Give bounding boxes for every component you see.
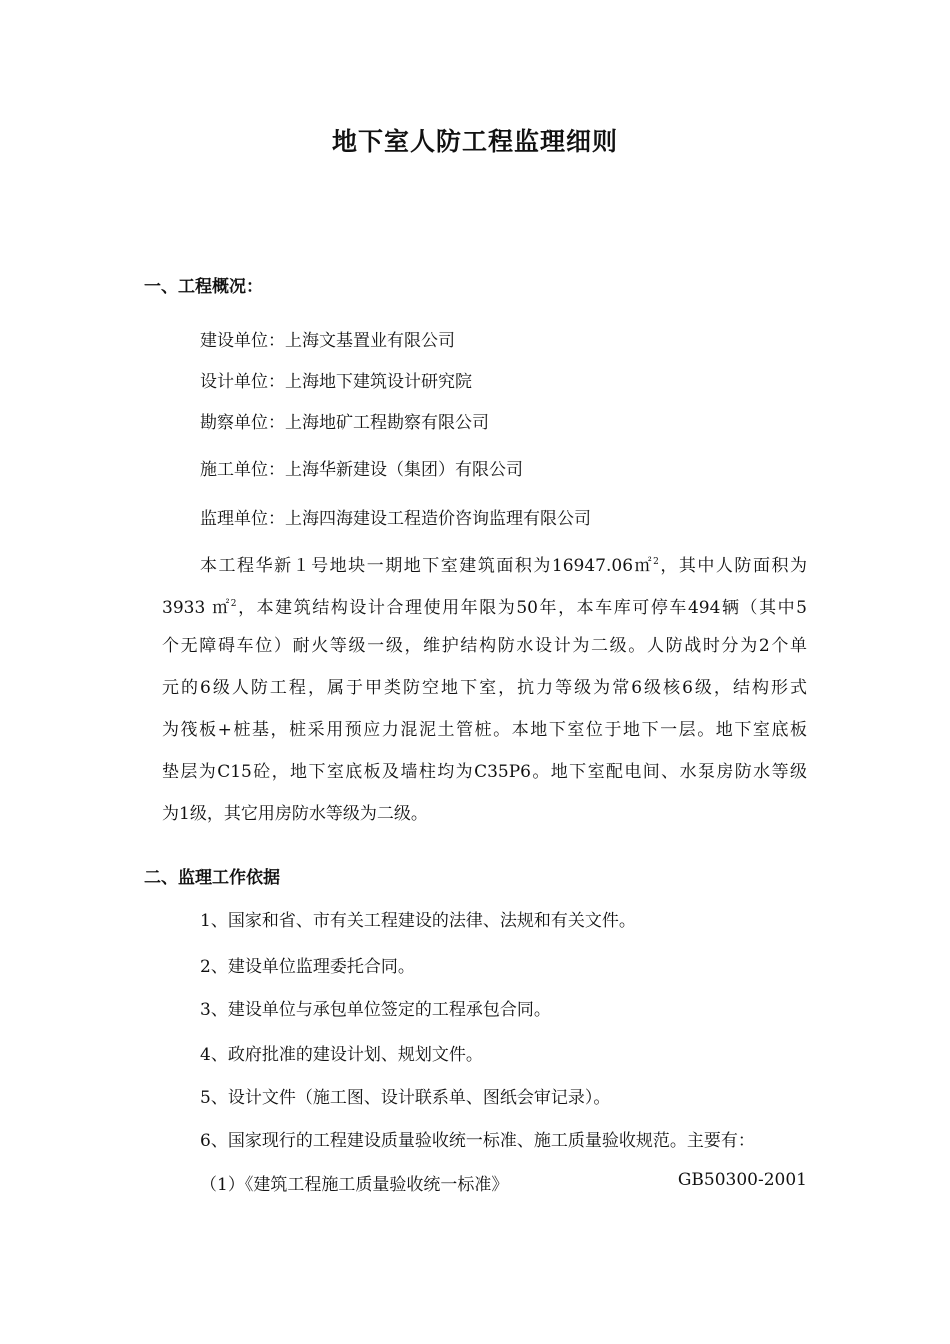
design-unit: 设计单位：上海地下建筑设计研究院 — [200, 372, 472, 392]
basis-item: 4、政府批准的建设计划、规划文件。 — [200, 1045, 483, 1065]
paragraph-line: 为筏板+桩基，桩采用预应力混泥土管桩。本地下室位于地下一层。地下室底板 — [162, 720, 807, 740]
basis-item: 6、国家现行的工程建设质量验收统一标准、施工质量验收规范。主要有： — [200, 1131, 755, 1151]
project-overview-paragraph — [162, 541, 807, 835]
supervision-unit: 监理单位：上海四海建设工程造价咨询监理有限公司 — [200, 509, 591, 529]
page-title: 地下室人防工程监理细则 — [331, 127, 618, 156]
contractor-unit: 施工单位：上海华新建设（集团）有限公司 — [200, 460, 523, 480]
basis-item: 3、建设单位与承包单位签定的工程承包合同。 — [200, 1000, 551, 1020]
standard-name: （1）《建筑工程施工质量验收统一标准》 — [200, 1175, 509, 1195]
section-heading-overview: 一、工程概况： — [144, 277, 263, 297]
standard-code: GB50300-2001 — [677, 1170, 807, 1190]
paragraph-line: 垫层为C15砼，地下室底板及墙柱均为C35P6。地下室配电间、水泵房防水等级 — [162, 762, 807, 782]
survey-unit: 勘察单位：上海地矿工程勘察有限公司 — [200, 413, 489, 433]
basis-item: 1、国家和省、市有关工程建设的法律、法规和有关文件。 — [200, 911, 636, 931]
basis-item: 2、建设单位监理委托合同。 — [200, 957, 415, 977]
paragraph-line: 3933 ㎡$^2$，本建筑结构设计合理使用年限为50年，本车库可停车494辆（其中5 — [162, 598, 807, 618]
section-heading-basis: 二、监理工作依据 — [144, 868, 280, 888]
paragraph-line: 个无障碍车位）耐火等级一级，维护结构防水设计为二级。人防战时分为2个单 — [162, 636, 807, 656]
paragraph-line: 本工程华新１号地块一期地下室建筑面积为16947.06㎡$^2$，其中人防面积为 — [200, 556, 807, 576]
construction-unit: 建设单位：上海文基置业有限公司 — [200, 331, 455, 351]
basis-item: 5、设计文件（施工图、设计联系单、图纸会审记录）。 — [200, 1088, 611, 1108]
paragraph-line: 为1级，其它用房防水等级为二级。 — [162, 804, 428, 824]
paragraph-line: 元的6级人防工程，属于甲类防空地下室，抗力等级为常6级核6级，结构形式 — [162, 678, 807, 698]
standard-row — [200, 1170, 807, 1195]
